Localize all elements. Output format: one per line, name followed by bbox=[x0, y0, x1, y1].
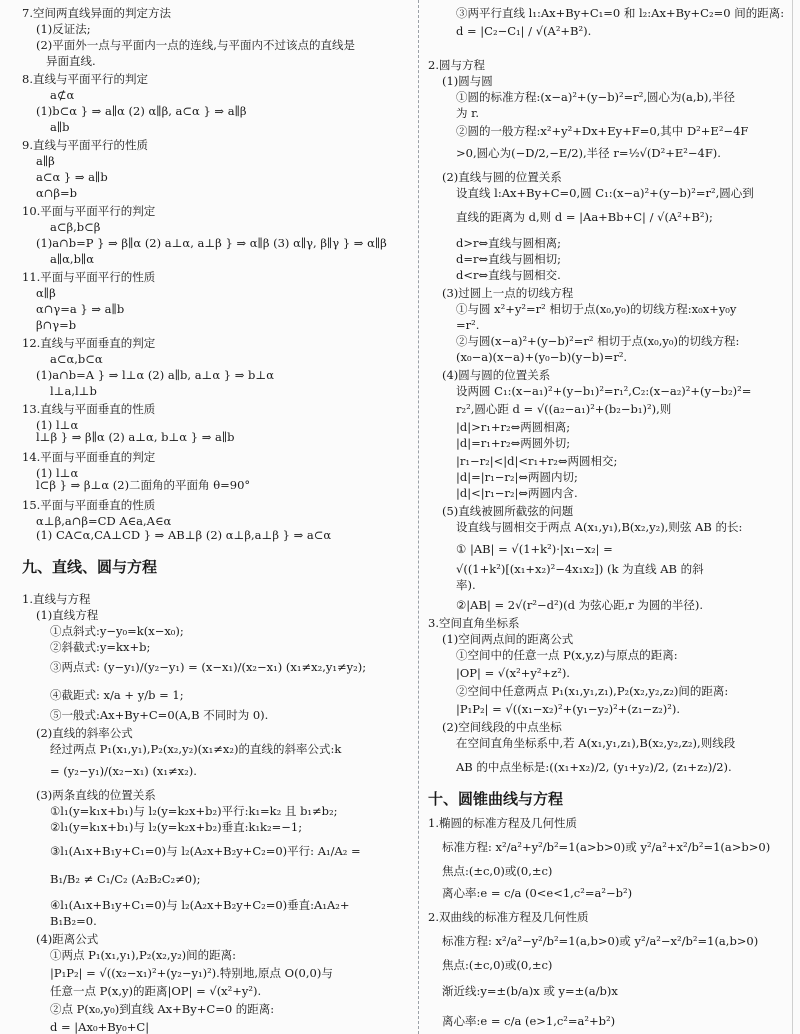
right-text-line: (x₀−a)(x−a)+(y₀−b)(y−b)=r². bbox=[456, 350, 628, 364]
left-text-line: = (y₂−y₁)/(x₂−x₁) (x₁≠x₂). bbox=[50, 764, 197, 778]
left-text-line: l⊥β } ⇒ β∥α (2) a⊥α, b⊥α } ⇒ a∥b bbox=[36, 430, 235, 444]
left-text-line: α∥β bbox=[36, 286, 56, 300]
left-text-line: a∥b bbox=[50, 120, 70, 134]
left-text-line: 9.直线与平面平行的性质 bbox=[22, 138, 148, 152]
right-text-line: |d|<|r₁−r₂|⇔两圆内含. bbox=[456, 486, 578, 500]
right-text-line: √((1+k²)[(x₁+x₂)²−4x₁x₂]) (k 为直线 AB 的斜 bbox=[456, 562, 704, 576]
left-text-line: 13.直线与平面垂直的性质 bbox=[22, 402, 156, 416]
right-text-line: ②与圆(x−a)²+(y−b)²=r² 相切于点(x₀,y₀)的切线方程: bbox=[456, 334, 740, 348]
left-text-line: l⊥a,l⊥b bbox=[50, 384, 97, 398]
right-text-line: ①空间中的任意一点 P(x,y,z)与原点的距离: bbox=[456, 648, 678, 662]
left-text-line: ②l₁(y=k₁x+b₁)与 l₂(y=k₂x+b₂)垂直:k₁k₂=−1; bbox=[50, 820, 303, 834]
right-text-line: 2.双曲线的标准方程及几何性质 bbox=[428, 910, 589, 924]
left-text-line: (2)直线的斜率公式 bbox=[36, 726, 133, 740]
left-text-line: a⊂α,b⊂α bbox=[50, 352, 103, 366]
left-text-line: a⊄α bbox=[50, 88, 75, 102]
left-text-line: a⊂β,b⊂β bbox=[50, 220, 101, 234]
left-text-line: β∩γ=b bbox=[36, 318, 77, 332]
right-text-line: d = |C₂−C₁| / √(A²+B²). bbox=[456, 24, 592, 38]
left-text-line: α∩γ=a } ⇒ a∥b bbox=[36, 302, 125, 316]
right-text-line: ①与圆 x²+y²=r² 相切于点(x₀,y₀)的切线方程:x₀x+y₀y bbox=[456, 302, 737, 316]
right-text-line: 标准方程: x²/a²−y²/b²=1(a,b>0)或 y²/a²−x²/b²=1(a,b>0) bbox=[442, 934, 759, 948]
left-text-line: B₁/B₂ ≠ C₁/C₂ (A₂B₂C₂≠0); bbox=[50, 872, 201, 886]
left-text-line: 12.直线与平面垂直的判定 bbox=[22, 336, 156, 350]
right-text-line: 为 r. bbox=[456, 106, 480, 120]
left-text-line: a∥α,b∥α bbox=[50, 252, 95, 266]
right-text-line: d=r⇔直线与圆相切; bbox=[456, 252, 562, 266]
left-text-line: a∥β bbox=[36, 154, 55, 168]
left-text-line: (1)直线方程 bbox=[36, 608, 99, 622]
left-text-line: 7.空间两直线异面的判定方法 bbox=[22, 6, 171, 20]
left-text-line: ④l₁(A₁x+B₁y+C₁=0)与 l₂(A₂x+B₂y+C₂=0)垂直:A₁A₂+ bbox=[50, 898, 350, 912]
right-text-line: 设直线与圆相交于两点 A(x₁,y₁),B(x₂,y₂),则弦 AB 的长: bbox=[456, 520, 743, 534]
right-text-line: d>r⇔直线与圆相离; bbox=[456, 236, 562, 250]
right-text-line: 2.圆与方程 bbox=[428, 58, 485, 72]
right-text-line: (1)空间两点间的距离公式 bbox=[442, 632, 574, 646]
right-text-line: (5)直线被圆所截弦的问题 bbox=[442, 504, 574, 518]
right-text-line: ① |AB| = √(1+k²)·|x₁−x₂| = bbox=[456, 542, 613, 556]
left-text-line: a⊂α } ⇒ a∥b bbox=[36, 170, 108, 184]
right-text-line: 设直线 l:Ax+By+C=0,圆 C₁:(x−a)²+(y−b)²=r²,圆心到 bbox=[456, 186, 754, 200]
right-text-line: ②|AB| = 2√(r²−d²)(d 为弦心距,r 为圆的半径). bbox=[456, 598, 704, 612]
right-text-line: ③两平行直线 l₁:Ax+By+C₁=0 和 l₂:Ax+By+C₂=0 间的距离: bbox=[456, 6, 785, 20]
left-text-line: B₁B₂=0. bbox=[50, 914, 97, 928]
right-text-line: ①圆的标准方程:(x−a)²+(y−b)²=r²,圆心为(a,b),半径 bbox=[456, 90, 736, 104]
right-text-line: (2)直线与圆的位置关系 bbox=[442, 170, 562, 184]
left-text-line: ①两点 P₁(x₁,y₁),P₂(x₂,y₂)间的距离: bbox=[50, 948, 237, 962]
right-text-line: |P₁P₂| = √((x₁−x₂)²+(y₁−y₂)²+(z₁−z₂)²). bbox=[456, 702, 681, 716]
section-heading-10: 十、圆锥曲线与方程 bbox=[428, 790, 564, 808]
left-text-line: ④截距式: x/a + y/b = 1; bbox=[50, 688, 184, 702]
left-text-line: ②斜截式:y=kx+b; bbox=[50, 640, 151, 654]
right-text-line: r₂²,圆心距 d = √((a₂−a₁)²+(b₂−b₁)²),则 bbox=[456, 402, 672, 416]
right-text-line: |OP| = √(x²+y²+z²). bbox=[456, 666, 570, 680]
left-text-line: (3)两条直线的位置关系 bbox=[36, 788, 156, 802]
right-text-line: (2)空间线段的中点坐标 bbox=[442, 720, 562, 734]
right-text-line: 3.空间直角坐标系 bbox=[428, 616, 520, 630]
right-text-line: =r². bbox=[456, 318, 480, 332]
right-text-line: |d|=r₁+r₂⇔两圆外切; bbox=[456, 436, 571, 450]
left-text-line: (1)b⊂α } ⇒ a∥α (2) α∥β, a⊂α } ⇒ a∥β bbox=[36, 104, 247, 118]
right-text-line: 焦点:(±c,0)或(0,±c) bbox=[442, 958, 553, 972]
right-text-line: |d|=|r₁−r₂|⇔两圆内切; bbox=[456, 470, 578, 484]
left-text-line: ①点斜式:y−y₀=k(x−x₀); bbox=[50, 624, 184, 638]
right-text-line: 率). bbox=[456, 578, 476, 592]
right-text-line: AB 的中点坐标是:((x₁+x₂)/2, (y₁+y₂)/2, (z₁+z₂)/2). bbox=[456, 760, 732, 774]
left-text-line: 异面直线. bbox=[46, 54, 96, 68]
column-divider bbox=[418, 0, 419, 1034]
left-text-line: 14.平面与平面垂直的判定 bbox=[22, 450, 156, 464]
left-text-line: ①l₁(y=k₁x+b₁)与 l₂(y=k₂x+b₂)平行:k₁=k₂ 且 b₁≠b₂; bbox=[50, 804, 338, 818]
right-text-line: (1)圆与圆 bbox=[442, 74, 493, 88]
section-heading-9: 九、直线、圆与方程 bbox=[22, 558, 158, 576]
right-text-line: ②空间中任意两点 P₁(x₁,y₁,z₁),P₂(x₂,y₂,z₂)间的距离: bbox=[456, 684, 729, 698]
left-text-line: 8.直线与平面平行的判定 bbox=[22, 72, 148, 86]
left-text-line: ③两点式: (y−y₁)/(y₂−y₁) = (x−x₁)/(x₂−x₁) (x₁≠x₂,y₁≠y₂); bbox=[50, 660, 367, 674]
right-text-line: 在空间直角坐标系中,若 A(x₁,y₁,z₁),B(x₂,y₂,z₂),则线段 bbox=[456, 736, 736, 750]
left-text-line: (2)平面外一点与平面内一点的连线,与平面内不过该点的直线是 bbox=[36, 38, 355, 52]
right-text-line: (4)圆与圆的位置关系 bbox=[442, 368, 551, 382]
right-text-line: 焦点:(±c,0)或(0,±c) bbox=[442, 864, 553, 878]
page-edge bbox=[792, 0, 793, 1034]
left-text-line: 经过两点 P₁(x₁,y₁),P₂(x₂,y₂)(x₁≠x₂)的直线的斜率公式:k bbox=[50, 742, 342, 756]
left-text-line: (1) l⊥α bbox=[36, 418, 79, 432]
left-text-line: (1)a∩b=P } ⇒ β∥α (2) a⊥α, a⊥β } ⇒ α∥β (3) α∥γ, β∥γ } ⇒ α∥β bbox=[36, 236, 387, 250]
left-text-line: (1)反证法; bbox=[36, 22, 91, 36]
right-text-line: d<r⇔直线与圆相交. bbox=[456, 268, 561, 282]
right-text-line: 离心率:e = c/a (e>1,c²=a²+b²) bbox=[442, 1014, 616, 1028]
left-text-line: 1.直线与方程 bbox=[22, 592, 91, 606]
left-text-line: d = |Ax₀+By₀+C| bbox=[50, 1020, 150, 1034]
right-text-line: 标准方程: x²/a²+y²/b²=1(a>b>0)或 y²/a²+x²/b²=1(a>b>0) bbox=[442, 840, 771, 854]
left-text-line: ⑤一般式:Ax+By+C=0(A,B 不同时为 0). bbox=[50, 708, 269, 722]
left-text-line: ②点 P(x₀,y₀)到直线 Ax+By+C=0 的距离: bbox=[50, 1002, 275, 1016]
left-text-line: |P₁P₂| = √((x₂−x₁)²+(y₂−y₁)²).特别地,原点 O(0,0)与 bbox=[50, 966, 333, 980]
right-text-line: 离心率:e = c/a (0<e<1,c²=a²−b²) bbox=[442, 886, 633, 900]
left-text-line: ③l₁(A₁x+B₁y+C₁=0)与 l₂(A₂x+B₂y+C₂=0)平行: A₁/A₂ = bbox=[50, 844, 361, 858]
left-text-line: (1) CA⊂α,CA⊥CD } ⇒ AB⊥β (2) α⊥β,a⊥β } ⇒ a⊂α bbox=[36, 528, 332, 542]
right-text-line: 渐近线:y=±(b/a)x 或 y=±(a/b)x bbox=[442, 984, 618, 998]
left-text-line: (4)距离公式 bbox=[36, 932, 99, 946]
right-text-line: (3)过圆上一点的切线方程 bbox=[442, 286, 574, 300]
left-text-line: 10.平面与平面平行的判定 bbox=[22, 204, 156, 218]
left-text-line: 15.平面与平面垂直的性质 bbox=[22, 498, 156, 512]
right-text-line: 直线的距离为 d,则 d = |Aa+Bb+C| / √(A²+B²); bbox=[456, 210, 713, 224]
right-text-line: 1.椭圆的标准方程及几何性质 bbox=[428, 816, 577, 830]
left-text-line: (1)a∩b=A } ⇒ l⊥α (2) a∥b, a⊥α } ⇒ b⊥α bbox=[36, 368, 275, 382]
right-text-line: >0,圆心为(−D/2,−E/2),半径 r=½√(D²+E²−4F). bbox=[456, 146, 721, 160]
left-text-line: α∩β=b bbox=[36, 186, 78, 200]
right-text-line: 设两圆 C₁:(x−a₁)²+(y−b₁)²=r₁²,C₂:(x−a₂)²+(y−b₂)²= bbox=[456, 384, 752, 398]
left-text-line: α⊥β,a∩β=CD A∈a,A∈α bbox=[36, 514, 172, 528]
left-text-line: 11.平面与平面平行的性质 bbox=[22, 270, 156, 284]
right-text-line: |d|>r₁+r₂⇔两圆相离; bbox=[456, 420, 571, 434]
right-text-line: ②圆的一般方程:x²+y²+Dx+Ey+F=0,其中 D²+E²−4F bbox=[456, 124, 749, 138]
left-text-line: 任意一点 P(x,y)的距离|OP| = √(x²+y²). bbox=[50, 984, 262, 998]
left-text-line: l⊂β } ⇒ β⊥α (2)二面角的平面角 θ=90° bbox=[36, 478, 251, 492]
right-text-line: |r₁−r₂|<|d|<r₁+r₂⇔两圆相交; bbox=[456, 454, 618, 468]
left-text-line: (1) l⊥α bbox=[36, 466, 79, 480]
